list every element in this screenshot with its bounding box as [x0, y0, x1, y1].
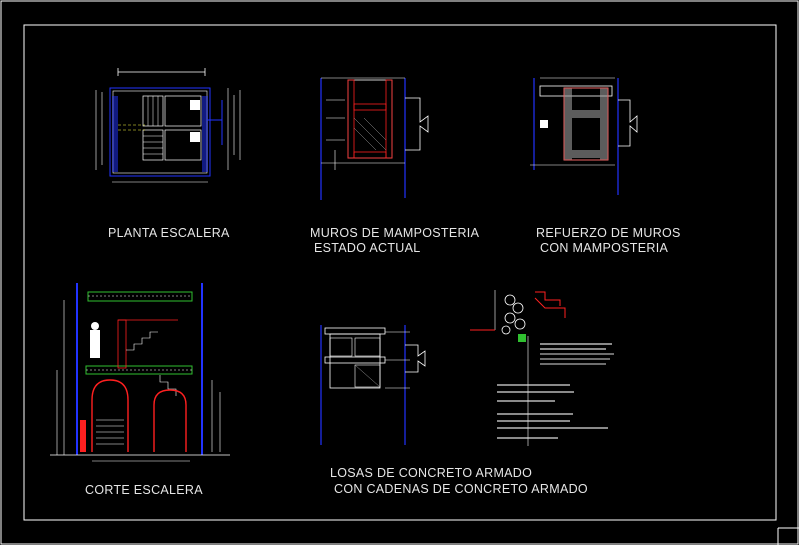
- refuerzo-muros-drawing: [530, 78, 637, 195]
- corner-mark: [778, 528, 799, 545]
- label-muros-line1: MUROS DE MAMPOSTERIA: [310, 226, 480, 240]
- detalle-refuerzo-drawing: [470, 290, 565, 446]
- corte-escalera-drawing: [50, 283, 230, 461]
- outer-frame: [1, 1, 798, 544]
- muros-mamposteria-drawing: [321, 78, 428, 200]
- inner-frame: [24, 25, 776, 520]
- label-corte-escalera: CORTE ESCALERA: [85, 483, 203, 497]
- label-refuerzo-line1: REFUERZO DE MUROS: [536, 226, 681, 240]
- label-refuerzo-line2: CON MAMPOSTERIA: [540, 241, 669, 255]
- label-muros-line2: ESTADO ACTUAL: [314, 241, 421, 255]
- label-losas-line2: CON CADENAS DE CONCRETO ARMADO: [334, 482, 588, 496]
- detalle-notas: [497, 344, 614, 438]
- label-planta-escalera: PLANTA ESCALERA: [108, 226, 230, 240]
- planta-escalera-drawing: [96, 68, 240, 182]
- label-losas-line1: LOSAS DE CONCRETO ARMADO: [330, 466, 533, 480]
- losas-seccion-drawing: [321, 325, 425, 445]
